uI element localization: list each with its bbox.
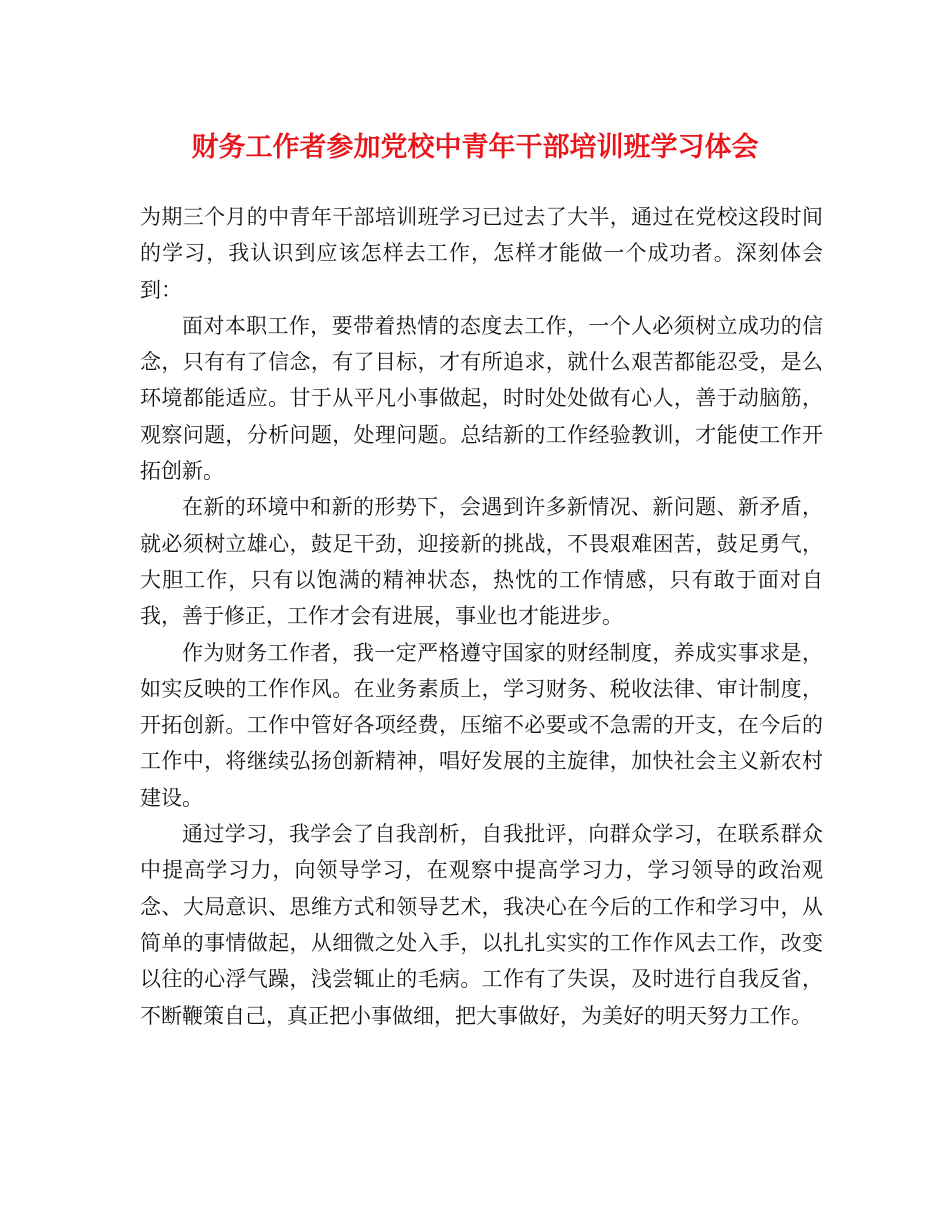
document-title: 财务工作者参加党校中青年干部培训班学习体会 [191,132,759,163]
paragraph-finance-duty: 作为财务工作者，我一定严格遵守国家的财经制度，养成实事求是，如实反映的工作作风。在业务素质上，学习财务、税收法律、审计制度，开拓创新。工作中管好各项经费，压缩不必要或不急需的开支，在今后的工作中，将继续弘扬创新精神，唱好发展的主旋律，加快社会主义新农村建设。 [140,640,823,810]
paragraph-intro: 为期三个月的中青年干部培训班学习已过去了大半，通过在党校这段时间的学习，我认识到应该怎样去工作，怎样才能做一个成功者。深刻体会到： [140,205,823,302]
paragraph-new-environment: 在新的环境中和新的形势下，会遇到许多新情况、新问题、新矛盾，就必须树立雄心，鼓足干劲，迎接新的挑战，不畏艰难困苦，鼓足勇气，大胆工作，只有以饱满的精神状态，热忱的工作情感，只有敢于面对自我，善于修正，工作才会有进展，事业也才能进步。 [140,495,823,629]
paragraph-self-reflection: 通过学习，我学会了自我剖析，自我批评，向群众学习，在联系群众中提高学习力，向领导学习，在观察中提高学习力，学习领导的政治观念、大局意识、思维方式和领导艺术，我决心在今后的工作和学习中，从简单的事情做起，从细微之处入手，以扎扎实实的工作作风去工作，改变以往的心浮气躁，浅尝辄止的毛病。工作有了失误，及时进行自我反省，不断鞭策自己，真正把小事做细，把大事做好，为美好的明天努力工作。 [140,822,823,1028]
document-body [140,199,823,1034]
paragraph-work-attitude: 面对本职工作，要带着热情的态度去工作，一个人必须树立成功的信念，只有有了信念，有了目标，才有所追求，就什么艰苦都能忍受，是么环境都能适应。甘于从平凡小事做起，时时处处做有心人，善于动脑筋，观察问题，分析问题，处理问题。总结新的工作经验教训，才能使工作开拓创新。 [140,313,823,484]
